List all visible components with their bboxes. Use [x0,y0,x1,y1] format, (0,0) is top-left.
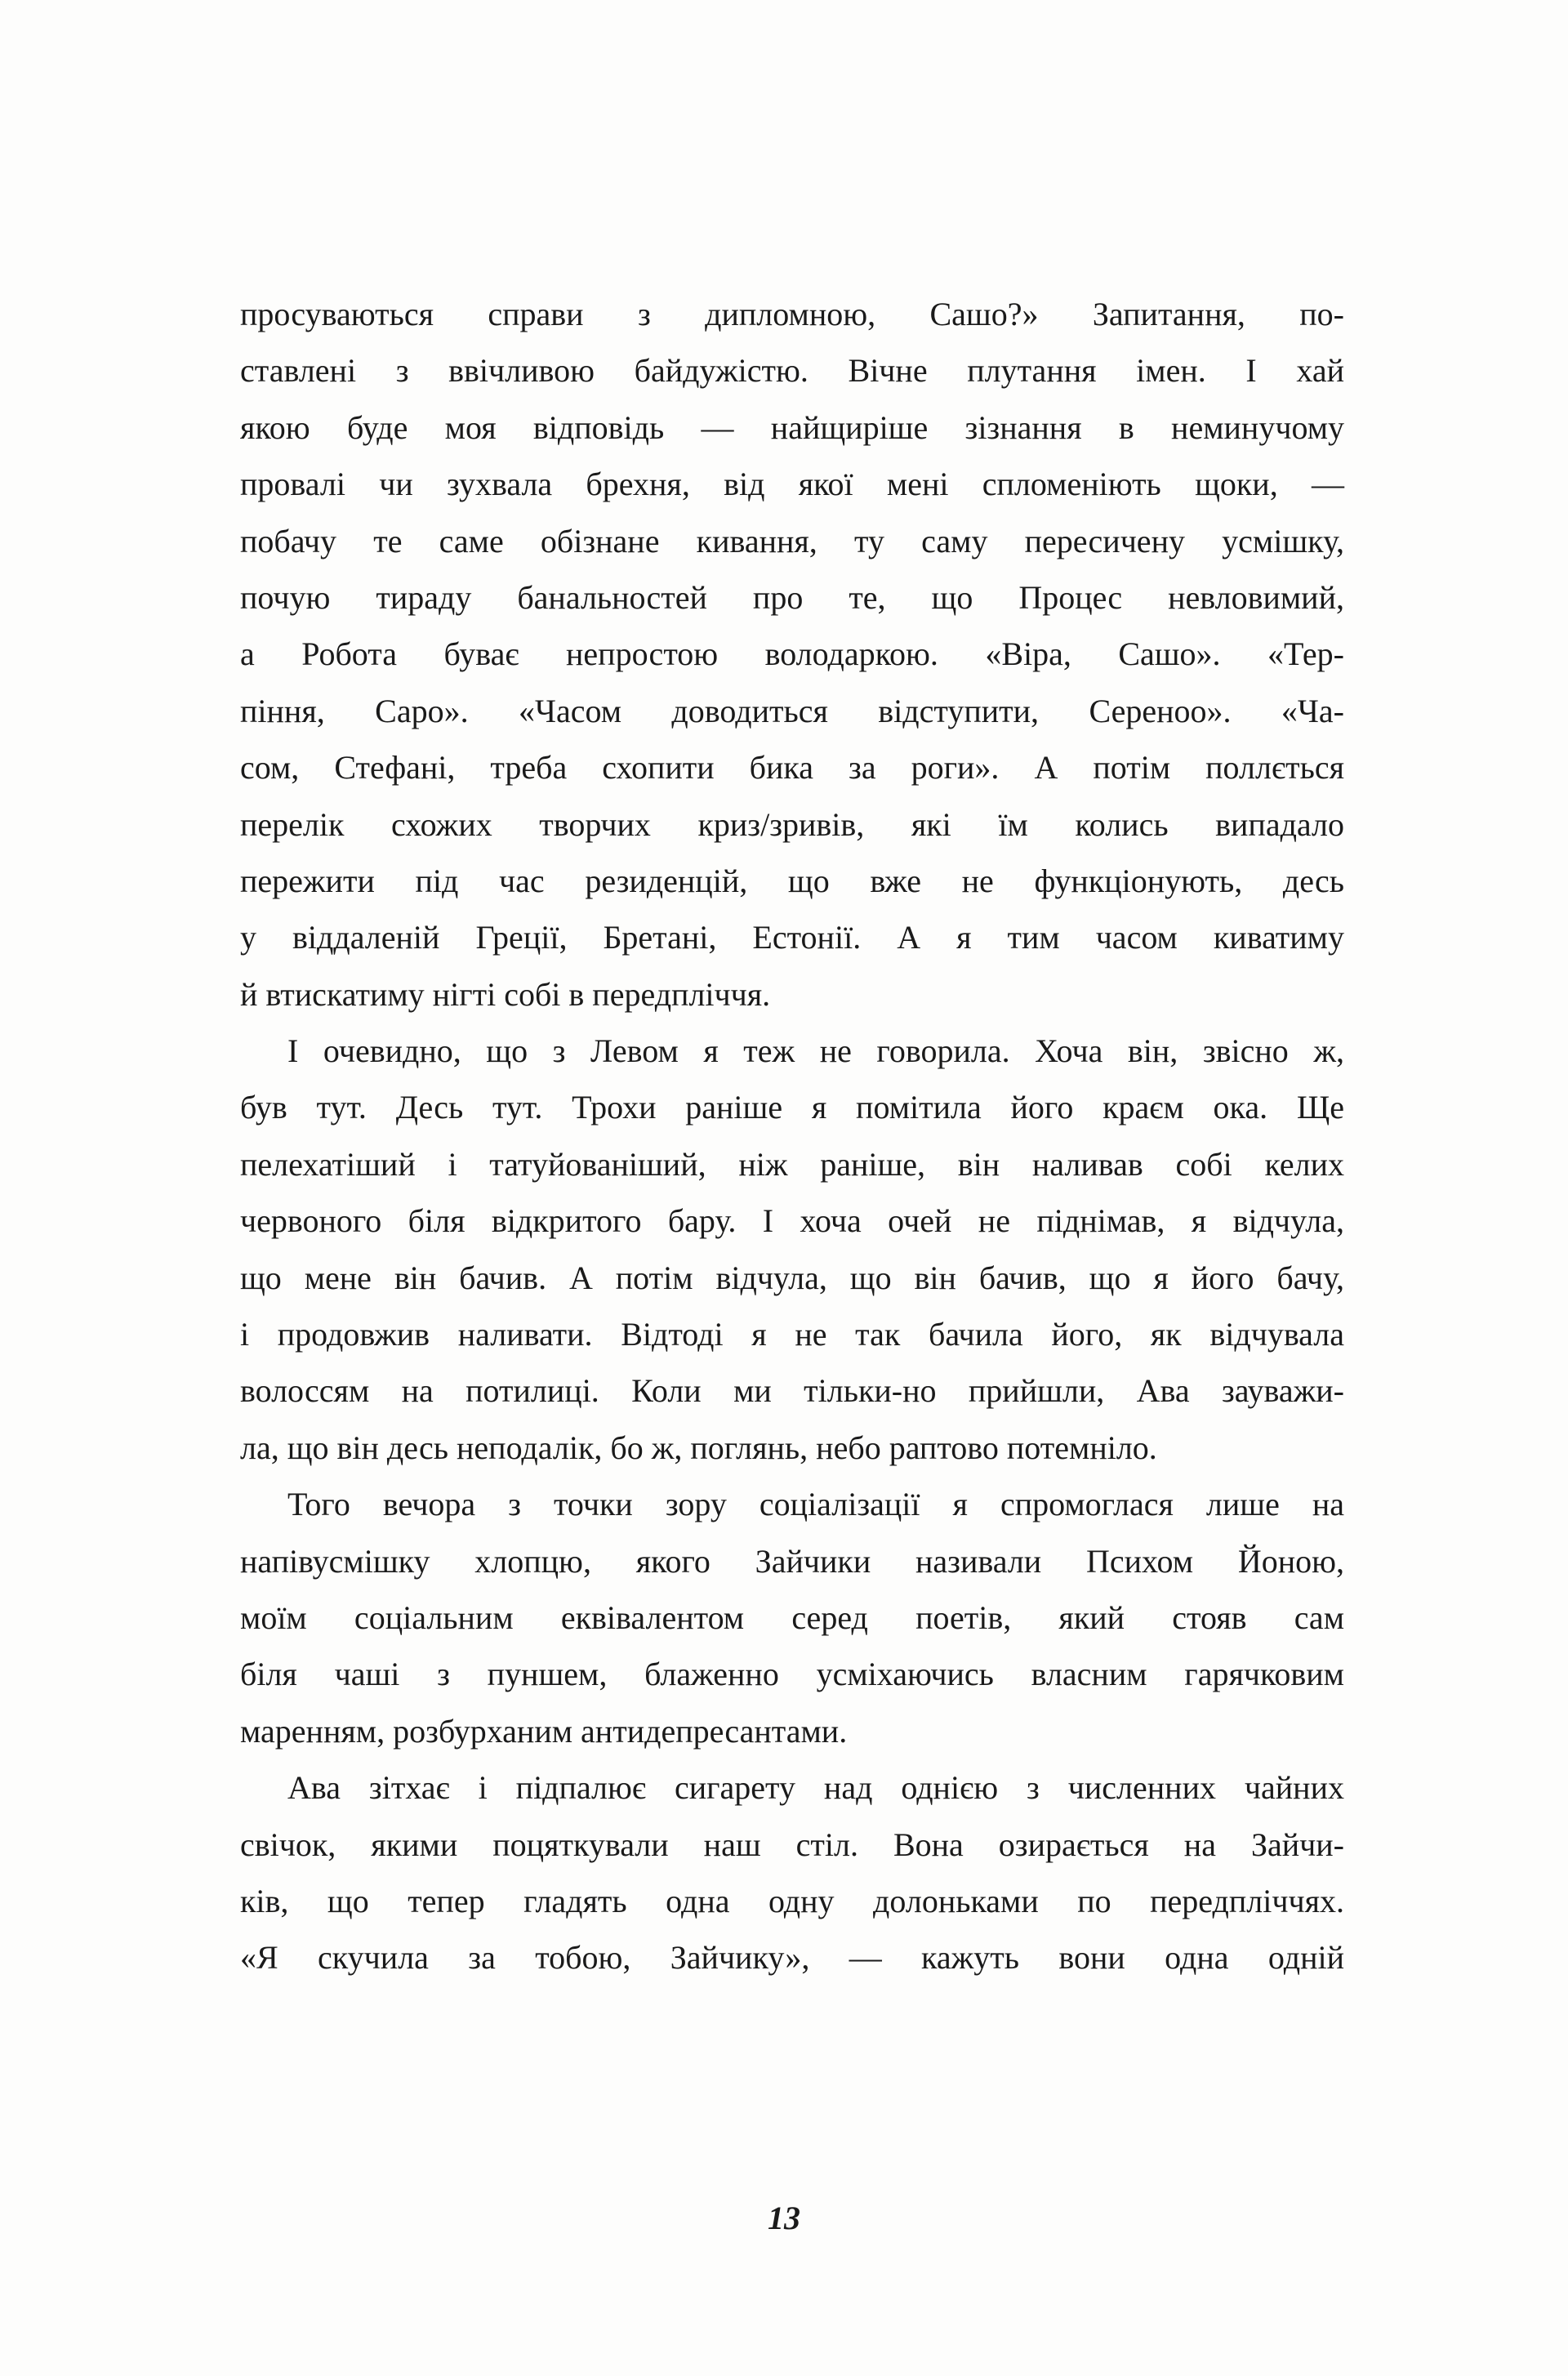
text-line: маренням, розбурханим антидепресантами. [240,1712,848,1750]
paragraph [240,1476,1344,1759]
text-line: пелехатіший і татуйованіший, ніж раніше, він наливав собі келих [240,1145,1344,1183]
text-line: просуваються справи з дипломною, Сашо?» Запитання, по- [240,296,1344,332]
text-line: ла, що він десь неподалік, бо ж, поглянь, небо раптово потемніло. [240,1429,1157,1466]
text-line: був тут. Десь тут. Трохи раніше я помітила його краєм ока. Ще [240,1089,1344,1126]
text-line: сом, Стефані, треба схопити бика за роги». А потім поллється [240,749,1344,787]
text-line: і продовжив наливати. Відтоді я не так бачила його, як відчувала [240,1316,1344,1353]
text-line: почую тираду банальностей про те, що Процес невловимий, [240,578,1344,616]
paragraph [240,286,1344,1023]
text-line: що мене він бачив. А потім відчула, що він бачив, що я його бачу, [240,1259,1344,1296]
text-line: пережити під час резиденцій, що вже не функціонують, десь [240,862,1344,899]
text-line: побачу те саме обізнане кивання, ту саму пересичену усмішку, [240,522,1344,559]
text-line: а Робота буває непростою володаркою. «Віра, Сашо». «Тер- [240,635,1344,673]
text-line: ставлені з ввічливою байдужістю. Вічне плутання імен. І хай [240,352,1344,390]
text-line: напівусмішку хлопцю, якого Зайчики називали Психом Йоною, [240,1542,1344,1580]
paragraph [240,1759,1344,1986]
text-line: Ава зітхає і підпалює сигарету над однією з численних чайних [287,1769,1344,1807]
text-line: червоного біля відкритого бару. І хоча очей не піднімав, я відчула, [240,1202,1344,1240]
page-number: 13 [768,2200,800,2236]
page-body [240,286,1344,1986]
text-line: свічок, якими поцяткували наш стіл. Вона озирається на Зайчи- [240,1825,1344,1863]
text-line: Того вечора з точки зору соціалізації я спромоглася лише на [287,1486,1344,1523]
text-line: волоссям на потилиці. Коли ми тільки-но прийшли, Ава зауважи- [240,1372,1344,1410]
text-line: провалі чи зухвала брехня, від якої мені спломеніють щоки, — [240,466,1344,503]
text-line: піння, Саро». «Часом доводиться відступити, Сереноо». «Ча- [240,692,1344,729]
text-line: «Я скучила за тобою, Зайчику», — кажуть вони одна одній [240,1939,1344,1977]
text-line: перелік схожих творчих криз/зривів, які їм колись випадало [240,805,1344,843]
text-line: якою буде моя відповідь — найщиріше зізнання в неминучому [240,408,1344,446]
text-line: ків, що тепер гладять одна одну долоньками по передпліччях. [240,1882,1344,1919]
paragraph [240,1023,1344,1476]
text-line: у віддаленій Греції, Бретані, Естонії. А я тим часом киватиму [240,919,1344,956]
text-line: біля чаші з пуншем, блаженно усміхаючись власним гарячковим [240,1656,1344,1693]
text-line: моїм соціальним еквівалентом серед поетів, який стояв сам [240,1598,1344,1636]
text-line: й втискатиму нігті собі в передпліччя. [240,975,771,1013]
text-line: І очевидно, що з Левом я теж не говорила. Хоча він, звісно ж, [287,1032,1344,1070]
